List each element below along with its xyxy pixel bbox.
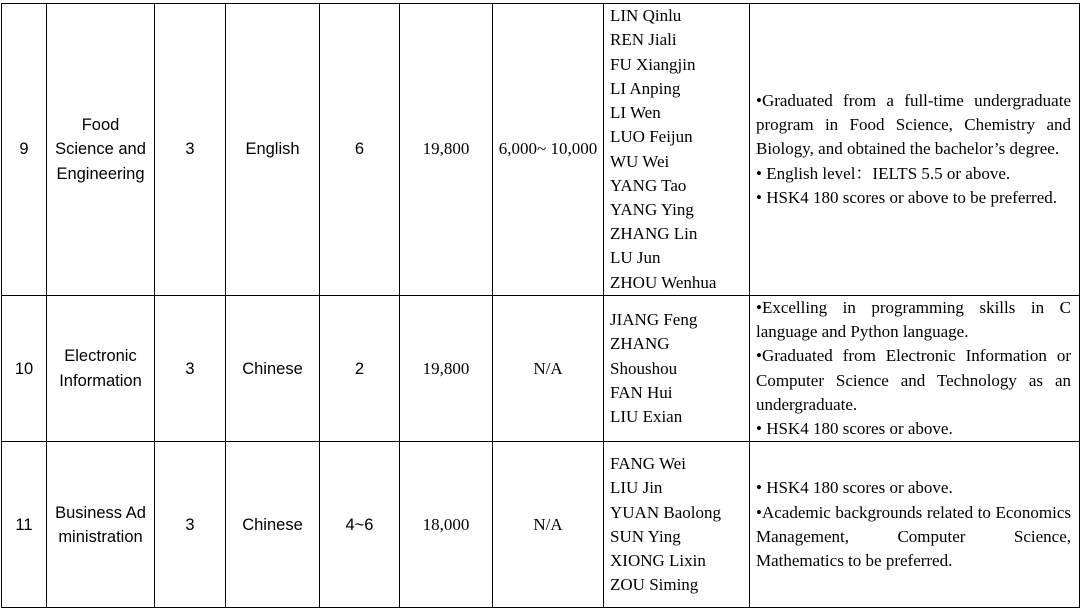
teaching-language: Chinese (226, 296, 320, 442)
enrollment-quota: 2 (320, 296, 400, 442)
row-number: 9 (2, 4, 47, 296)
supervisor-name: LIU Exian (610, 406, 683, 426)
requirements (750, 4, 1080, 296)
supervisor-name: LI Anping (610, 78, 681, 98)
requirements (750, 442, 1080, 608)
major-name: Electronic Information (47, 296, 155, 442)
supervisor-name: WU Wei (610, 151, 670, 171)
row-number: 10 (2, 296, 47, 442)
program-years: 3 (155, 296, 226, 442)
table-row (2, 296, 1080, 442)
supervisor-name: LIN Qinlu (610, 6, 682, 26)
supervisor-name: LI Wen (610, 103, 661, 123)
supervisor-name: ZHANG Shoushou (610, 334, 678, 378)
requirement-item: •Academic backgrounds related to Economics Management, Computer Science, Mathematics to be preferred. (756, 502, 1071, 570)
supervisor-name: LUO Feijun (610, 127, 693, 147)
supervisor-name: FAN Hui (610, 382, 673, 402)
supervisor-name: ZHOU Wenhua (610, 272, 717, 292)
teaching-language: English (226, 4, 320, 296)
requirement-item: •Graduated from Electronic Information or Computer Science and Technology as an undergraduate. (756, 346, 1071, 414)
requirement-item: • HSK4 180 scores or above to be preferred. (756, 187, 1057, 207)
tuition-fee: 19,800 (400, 296, 493, 442)
major-name: Business Administration (47, 442, 155, 608)
supervisor-name: YANG Ying (610, 199, 694, 219)
requirements (750, 296, 1080, 442)
enrollment-quota: 4~6 (320, 442, 400, 608)
requirement-item: •Excelling in programming skills in C language and Python language. (756, 298, 1071, 342)
program-table (1, 3, 1080, 608)
supervisor-name: XIONG Lixin (610, 550, 706, 570)
supervisor-name: JIANG Feng (610, 310, 698, 330)
scholarship: N/A (493, 296, 604, 442)
tuition-fee: 18,000 (400, 442, 493, 608)
supervisor-name: LIU Jin (610, 478, 663, 498)
table-row (2, 4, 1080, 296)
scholarship: N/A (493, 442, 604, 608)
supervisor-name: SUN Ying (610, 526, 681, 546)
program-years: 3 (155, 442, 226, 608)
row-number: 11 (2, 442, 47, 608)
supervisor-name: REN Jiali (610, 30, 677, 50)
major-name: Food Science and Engineering (47, 4, 155, 296)
supervisor-name: ZHANG Lin (610, 224, 698, 244)
tuition-fee: 19,800 (400, 4, 493, 296)
requirement-item: • English level：IELTS 5.5 or above. (756, 163, 1011, 183)
supervisor-list (604, 442, 750, 608)
supervisor-list (604, 296, 750, 442)
requirement-item: • HSK4 180 scores or above. (756, 478, 953, 498)
supervisor-name: FU Xiangjin (610, 54, 696, 74)
requirement-item: •Graduated from a full-time undergraduate program in Food Science, Chemistry and Biology, and obtained the bachelor’s degree. (756, 90, 1071, 159)
supervisor-list (604, 4, 750, 296)
enrollment-quota: 6 (320, 4, 400, 296)
requirement-item: • HSK4 180 scores or above. (756, 419, 953, 439)
teaching-language: Chinese (226, 442, 320, 608)
table-row (2, 442, 1080, 608)
scholarship: 6,000~ 10,000 (493, 4, 604, 296)
program-years: 3 (155, 4, 226, 296)
supervisor-name: YUAN Baolong (610, 502, 721, 522)
supervisor-name: ZOU Siming (610, 575, 699, 595)
supervisor-name: YANG Tao (610, 175, 687, 195)
supervisor-name: FANG Wei (610, 454, 686, 474)
supervisor-name: LU Jun (610, 248, 661, 268)
